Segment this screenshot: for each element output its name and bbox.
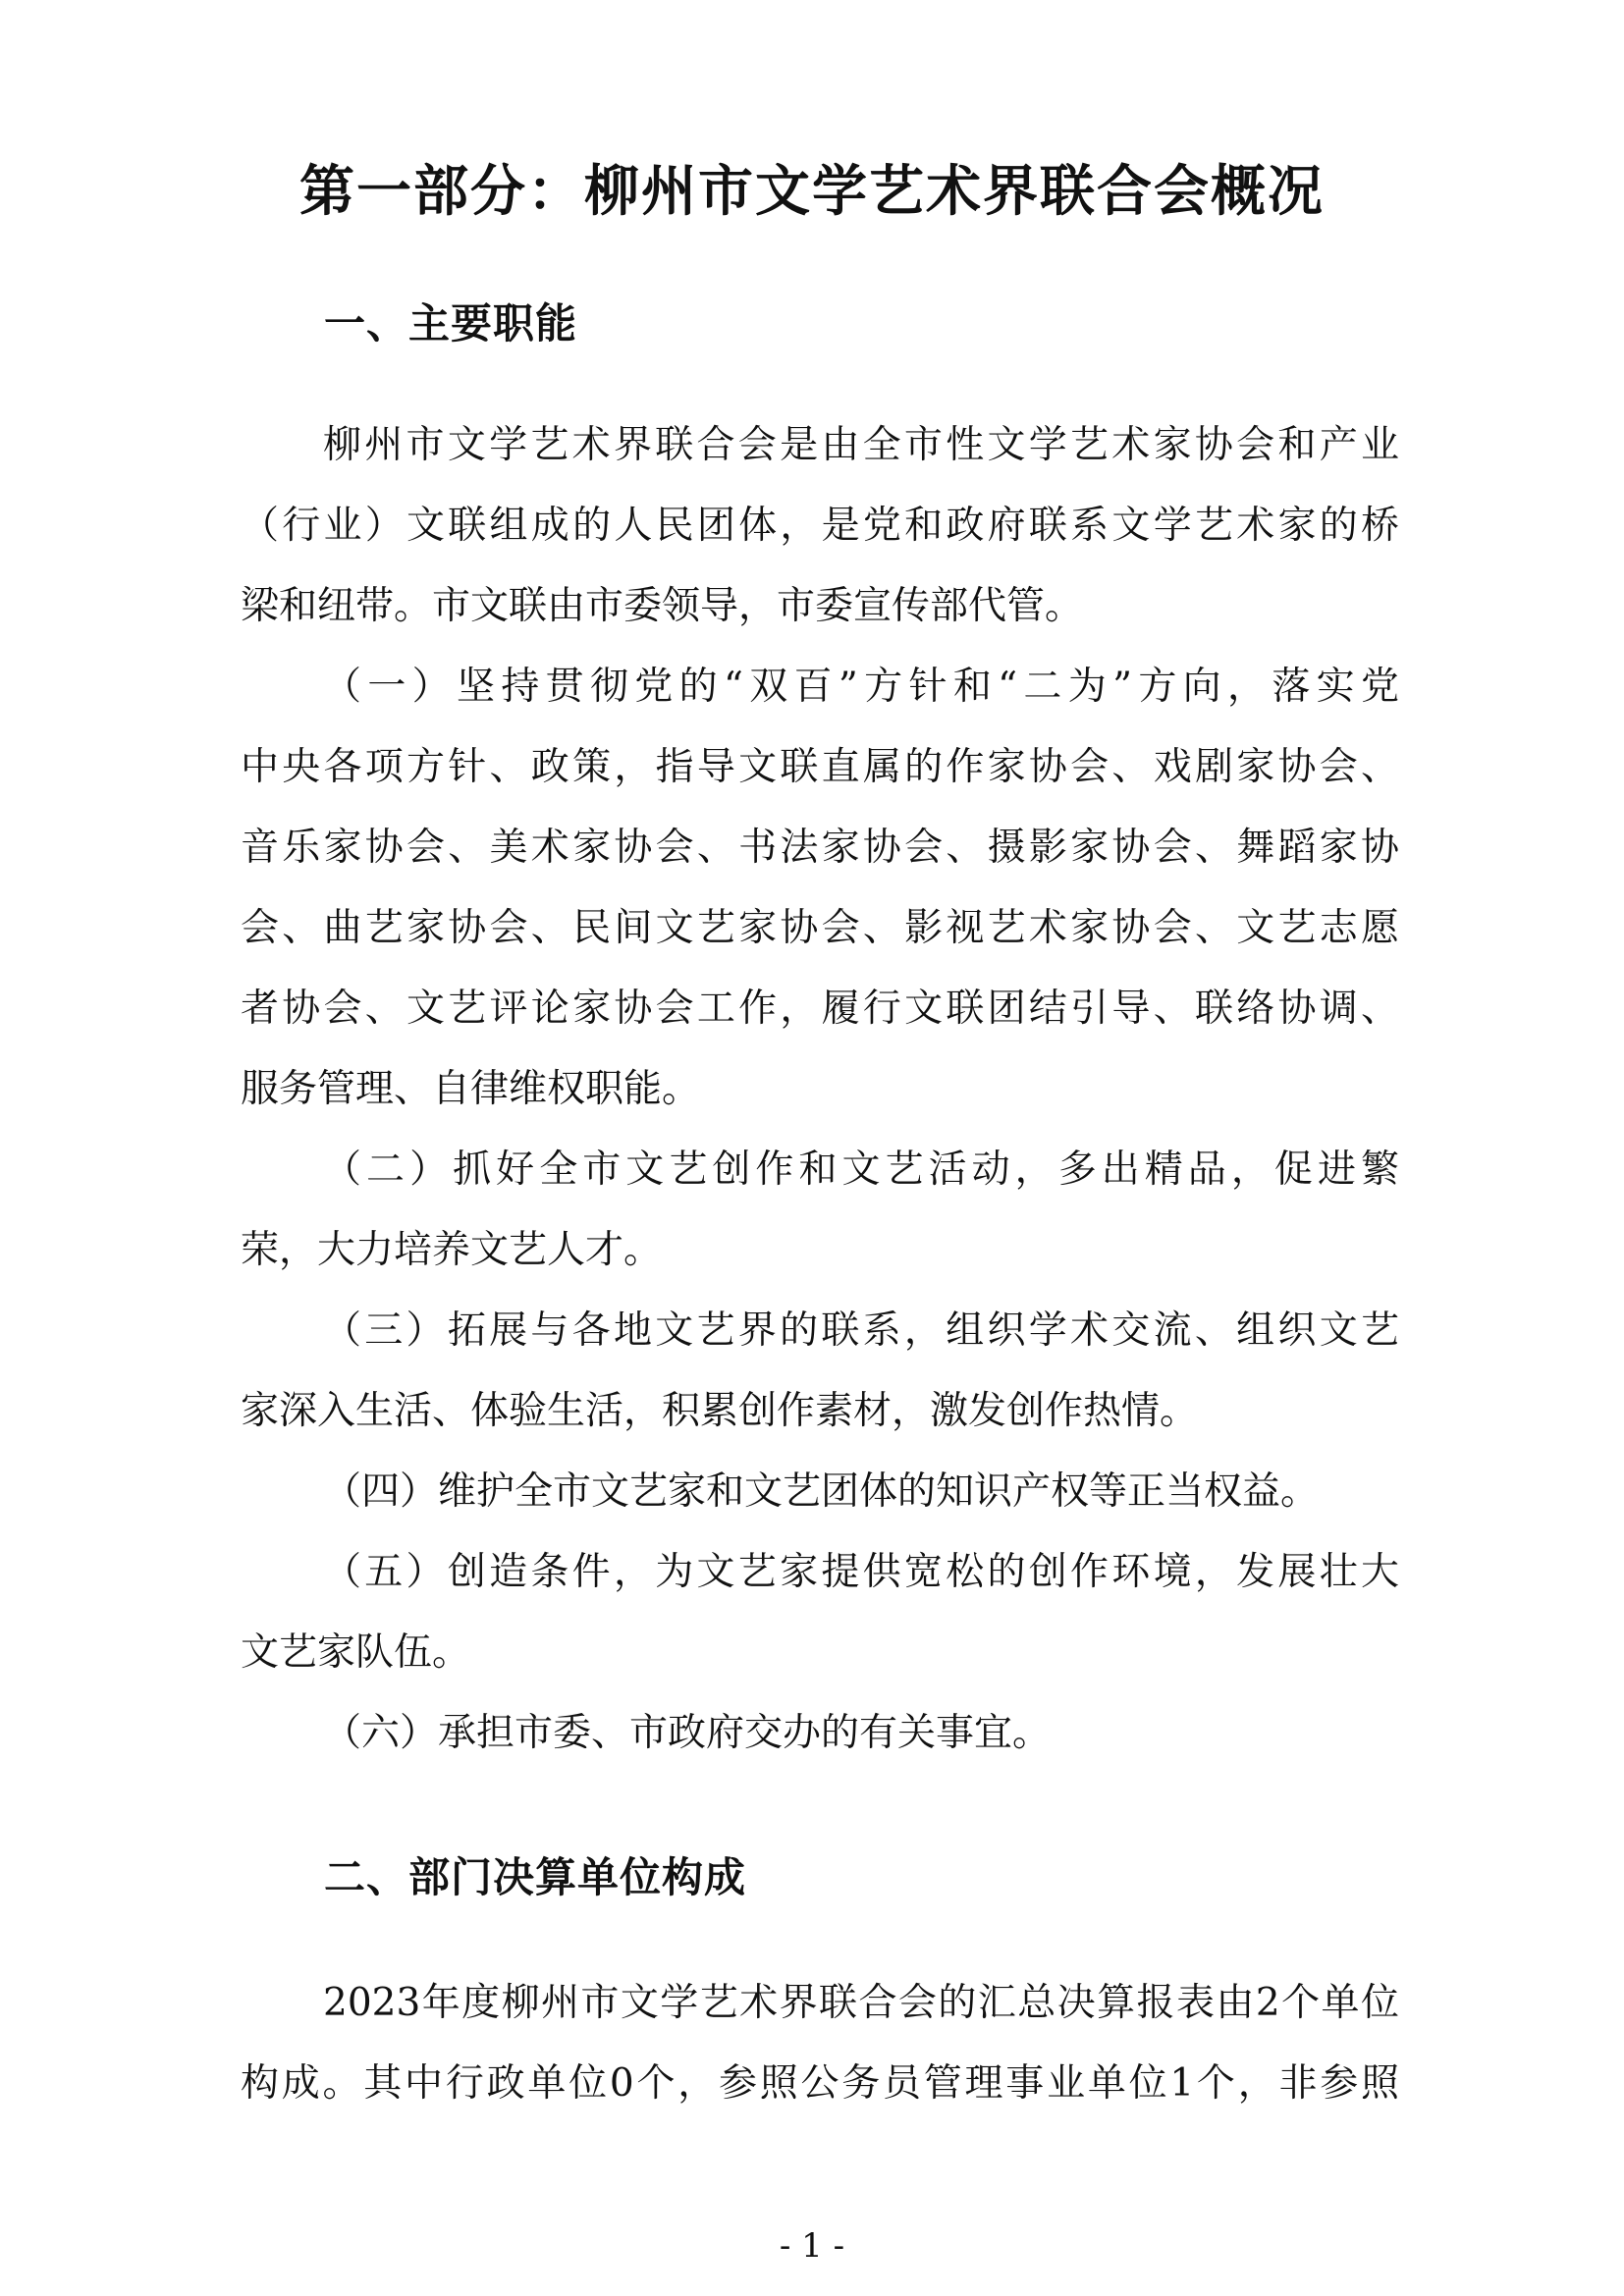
paragraph-line: （五）创造条件，为文艺家提供宽松的创作环境，发展壮大 (323, 1550, 1399, 1594)
section-body-main-functions (241, 405, 1399, 1774)
section-body-unit-composition (241, 1963, 1399, 2124)
section-heading-main-functions: 一、主要职能 (324, 299, 578, 347)
paragraph-line: 音乐家协会、美术家协会、书法家协会、摄影家协会、舞蹈家协 (241, 826, 1399, 870)
paragraph-line: （三）拓展与各地文艺界的联系，组织学术交流、组织文艺 (323, 1308, 1399, 1353)
document-title: 第一部分：柳州市文学艺术界联合会概况 (299, 160, 1325, 224)
paragraph-line: 梁和纽带。市文联由市委领导，市委宣传部代管。 (241, 584, 1084, 628)
paragraph-line: 会、曲艺家协会、民间文艺家协会、影视艺术家协会、文艺志愿 (241, 906, 1399, 950)
paragraph-line: 者协会、文艺评论家协会工作，履行文联团结引导、联络协调、 (241, 987, 1399, 1031)
paragraph-line: （行业）文联组成的人民团体，是党和政府联系文学艺术家的桥 (241, 504, 1399, 548)
page-number: - 1 - (779, 2226, 845, 2266)
paragraph-line: 文艺家队伍。 (241, 1630, 471, 1675)
paragraph-line: 服务管理、自律维权职能。 (241, 1067, 701, 1111)
paragraph-line: 2023年度柳州市文学艺术界联合会的汇总决算报表由2个单位 (323, 1981, 1399, 2025)
paragraph-line: （四）维护全市文艺家和文艺团体的知识产权等正当权益。 (323, 1469, 1320, 1514)
paragraph-line: 中央各项方针、政策，指导文联直属的作家协会、戏剧家协会、 (241, 745, 1399, 789)
paragraph-line: （六）承担市委、市政府交办的有关事宜。 (323, 1711, 1052, 1755)
paragraph-line: （一）坚持贯彻党的“双百”方针和“二为”方向，落实党 (323, 665, 1399, 709)
paragraph-line: 家深入生活、体验生活，积累创作素材，激发创作热情。 (241, 1389, 1199, 1433)
paragraph-line: 柳州市文学艺术界联合会是由全市性文学艺术家协会和产业 (323, 423, 1399, 467)
paragraph-line: 构成。其中行政单位0个，参照公务员管理事业单位1个，非参照 (241, 2061, 1399, 2106)
paragraph-line: （二）抓好全市文艺创作和文艺活动，多出精品，促进繁 (323, 1148, 1399, 1192)
paragraph-line: 荣，大力培养文艺人才。 (241, 1228, 663, 1272)
section-heading-unit-composition: 二、部门决算单位构成 (324, 1853, 747, 1901)
